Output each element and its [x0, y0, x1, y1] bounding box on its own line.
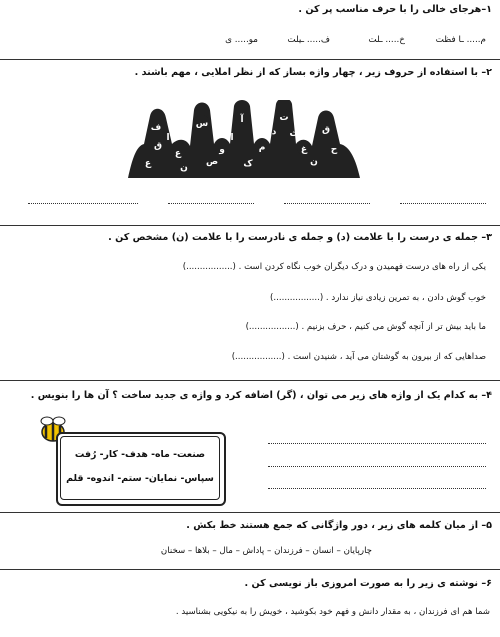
letter-16: ک: [243, 159, 253, 169]
letter-13: غ: [300, 145, 308, 155]
letter-11: م: [258, 143, 266, 153]
letter-17: ص: [205, 157, 219, 167]
letter-6: ا: [230, 133, 234, 143]
box-words-line-2: سپاس- نمایان- ستم- اندوه- قلم: [66, 473, 214, 484]
separator: [0, 380, 500, 381]
q1-word-3: ف..... ـیلت: [287, 35, 330, 45]
question-3-title: ۳– جمله ی درست را با علامت (د) و جمله ی نادرست را با علامت (ن) مشخص کن .: [108, 232, 492, 243]
separator: [0, 225, 500, 226]
letter-4: آ: [240, 115, 244, 125]
question-2-title: ۲– با استفاده از حروف زیر ، چهار واژه بساز که از نظر املایی ، مهم باشند .: [134, 67, 492, 78]
question-1-title: ۱–هرجای خالی را با حرف مناسب پر کن .: [298, 4, 492, 15]
box-words-line-1: صنعت- ماه- هدف- کار- رُفت: [74, 449, 206, 460]
word-box: [28, 414, 218, 504]
letter-2: ق: [153, 141, 163, 151]
letter-1: ف: [150, 123, 162, 133]
letter-10: د: [271, 127, 277, 137]
letter-8: ن: [180, 163, 188, 173]
answer-line[interactable]: [268, 488, 486, 489]
letter-14: ق: [321, 125, 331, 135]
separator: [0, 59, 500, 60]
letter-3: س: [195, 119, 209, 129]
question-5-title: ۵– از میان کلمه های زیر ، دور واژگانی که جمع هستند خط بکش .: [186, 520, 492, 531]
q1-word-4: مو..... ی: [225, 35, 258, 45]
answer-line[interactable]: [268, 443, 486, 444]
q1-word-1: م..... ـا فظت: [435, 35, 486, 45]
answer-line[interactable]: [284, 203, 370, 204]
q6-text: شما هم ای فرزندان ، به مقدار دانش و فهم خود بکوشید ، خویش را به نیکویی بشناسید .: [175, 607, 490, 617]
q3-sentence-2: خوب گوش دادن ، به تمرین زیادی نیاز ندارد . (.................): [270, 293, 486, 303]
letter-15: ن: [310, 157, 318, 167]
answer-line[interactable]: [168, 203, 254, 204]
letter-blob-image: [128, 100, 360, 184]
answer-line[interactable]: [400, 203, 486, 204]
letter-19: ع: [144, 159, 152, 169]
letter-9: ت: [279, 113, 289, 123]
answer-line[interactable]: [268, 466, 486, 467]
question-6-title: ۶– نوشته ی زیر را به صورت امروزی باز نویسی کن .: [244, 578, 492, 589]
letter-12: ث: [289, 129, 299, 139]
letter-7: ع: [174, 149, 182, 159]
separator: [0, 512, 500, 513]
separator: [0, 569, 500, 570]
q3-sentence-3: ما باید بیش تر از آنچه گوش می کنیم ، حرف بزنیم . (.................): [245, 322, 486, 332]
q3-sentence-1: یکی از راه های درست فهمیدن و درک دیگران خوب نگاه کردن است . (.................): [182, 262, 486, 272]
q3-sentence-4: صداهایی که از بیرون به گوشتان می آید ، شنیدن است . (.................): [231, 352, 486, 362]
answer-line[interactable]: [28, 203, 138, 204]
letter-5: و: [219, 145, 225, 155]
letter-20: ا: [166, 133, 170, 143]
word-box-inner: [60, 436, 220, 500]
letter-18: ح: [330, 145, 338, 155]
question-4-title: ۴– به کدام یک از واژه های زیر می توان ، (گر) اضافه کرد و واژه ی جدید ساخت ؟ آن ها را بنویس .: [30, 390, 492, 401]
q5-word-list: چارپایان – انسان – فرزندان – پاداش – مال – بلاها – سخنان: [160, 546, 372, 556]
q1-word-2: خ..... ـلت: [368, 35, 405, 45]
